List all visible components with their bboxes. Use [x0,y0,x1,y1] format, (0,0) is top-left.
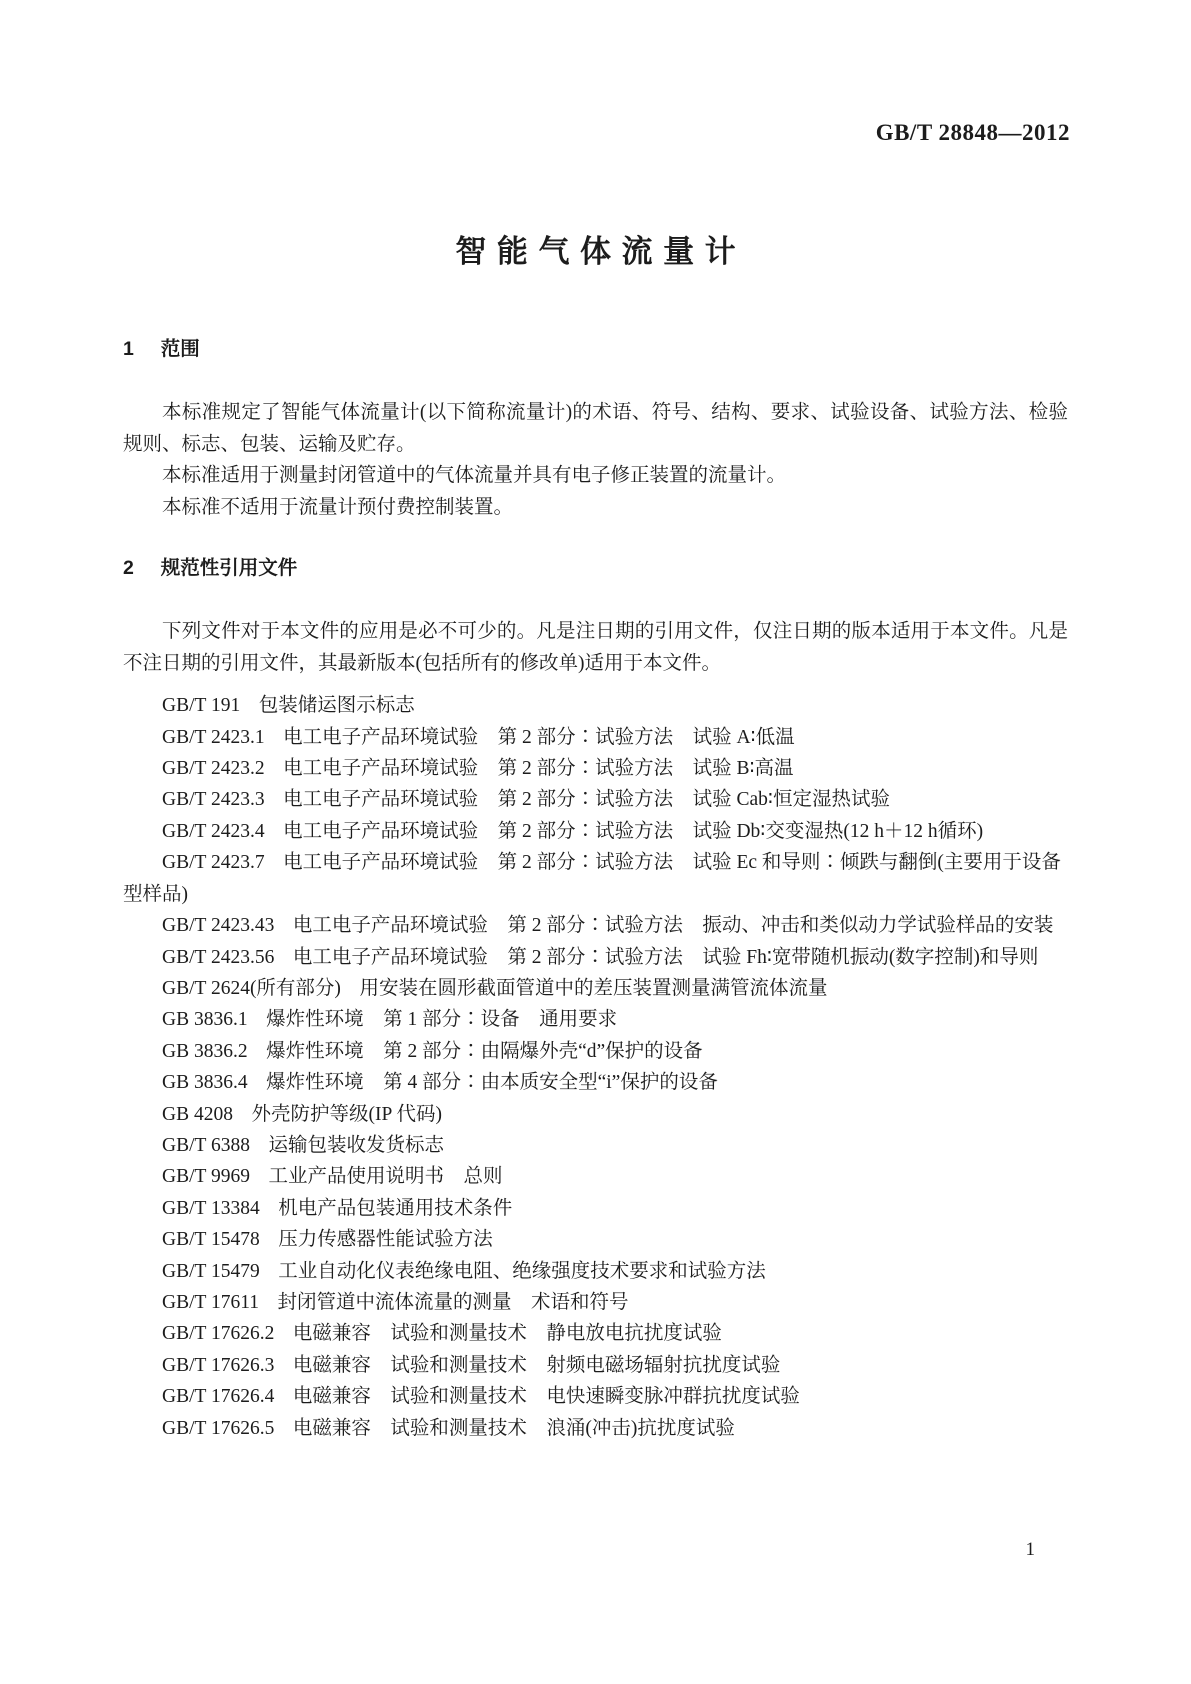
reference-item [123,722,1068,753]
reference-title: 电磁兼容 试验和测量技术 电快速瞬变脉冲群抗扰度试验 [292,1386,800,1408]
scope-paragraph-3: 本标准不适用于流量计预付费控制装置。 [162,496,514,518]
document-title: 智能气体流量计 [455,234,747,269]
reference-title: 电工电子产品环境试验 第 2 部分∶试验方法 试验 Cab∶恒定湿热试验 [283,789,890,811]
document-body [123,334,1068,1444]
section-2-title: 规范性引用文件 [160,557,298,580]
reference-code: GB/T 17626.5 [162,1417,275,1439]
reference-item [123,1004,1068,1035]
reference-code: GB/T 2624(所有部分) [162,977,341,999]
reference-title: 压力传感器性能试验方法 [278,1229,493,1251]
reference-item [123,847,1068,910]
reference-item [123,1193,1068,1224]
reference-title: 电工电子产品环境试验 第 2 部分∶试验方法 振动、冲击和类似动力学试验样品的安装 [292,915,1054,937]
reference-title: 工业自动化仪表绝缘电阻、绝缘强度技术要求和试验方法 [278,1260,766,1282]
reference-title: 电工电子产品环境试验 第 2 部分∶试验方法 试验 Db∶交变湿热(12 h＋12 h循环) [283,820,984,842]
reference-title: 电磁兼容 试验和测量技术 浪涌(冲击)抗扰度试验 [292,1417,735,1439]
scope-paragraph-1: 本标准规定了智能气体流量计(以下简称流量计)的术语、符号、结构、要求、试验设备、试验方法、检验规则、标志、包装、运输及贮存。 [123,402,1068,455]
reference-code: GB 3836.4 [162,1072,248,1094]
reference-item [123,1381,1068,1412]
reference-item [123,1130,1068,1161]
section-1-number: 1 [123,338,134,360]
reference-code: GB/T 2423.56 [162,946,275,968]
reference-code: GB/T 15479 [162,1260,260,1282]
section-2-number: 2 [123,557,134,580]
reference-item [123,1413,1068,1444]
section-1-heading [123,334,1068,365]
reference-code: GB/T 17626.4 [162,1386,275,1408]
reference-title: 包装储运图示标志 [258,695,415,717]
reference-code: GB/T 2423.3 [162,789,265,811]
reference-item [123,1350,1068,1381]
reference-item [123,1036,1068,1067]
reference-code: GB 4208 [162,1103,233,1125]
reference-title: 封闭管道中流体流量的测量 术语和符号 [277,1291,629,1313]
section-2-heading [123,553,1068,584]
reference-item [123,973,1068,1004]
section-1-title: 范围 [160,338,200,360]
reference-code: GB/T 15478 [162,1229,260,1251]
reference-code: GB/T 2423.1 [162,726,265,748]
reference-title: 爆炸性环境 第 2 部分∶由隔爆外壳“d”保护的设备 [266,1040,703,1062]
references-intro-paragraph: 下列文件对于本文件的应用是必不可少的。凡是注日期的引用文件，仅注日期的版本适用于本文件。凡是不注日期的引用文件，其最新版本(包括所有的修改单)适用于本文件。 [123,621,1068,674]
reference-title: 电工电子产品环境试验 第 2 部分∶试验方法 试验 Ec 和导则∶倾跌与翻倒(主要用于设备型样品) [123,852,1061,905]
reference-code: GB/T 17626.2 [162,1323,275,1345]
reference-item [123,690,1068,721]
reference-item [123,784,1068,815]
reference-code: GB/T 13384 [162,1197,260,1219]
reference-code: GB/T 9969 [162,1166,250,1188]
reference-item [123,1287,1068,1318]
reference-title: 运输包装收发货标志 [268,1134,444,1156]
reference-code: GB/T 2423.43 [162,915,275,937]
reference-title: 电工电子产品环境试验 第 2 部分∶试验方法 试验 A∶低温 [283,726,795,748]
doc-number: GB/T 28848—2012 [875,120,1070,145]
reference-title: 用安装在圆形截面管道中的差压装置测量满管流体流量 [359,977,828,999]
reference-code: GB 3836.2 [162,1040,248,1062]
reference-item [123,1161,1068,1192]
reference-title: 爆炸性环境 第 4 部分∶由本质安全型“i”保护的设备 [266,1072,718,1094]
reference-title: 电磁兼容 试验和测量技术 射频电磁场辐射抗扰度试验 [292,1354,781,1376]
reference-item [123,1318,1068,1349]
reference-item [123,1067,1068,1098]
reference-code: GB/T 2423.2 [162,758,265,780]
reference-title: 电工电子产品环境试验 第 2 部分∶试验方法 试验 B∶高温 [283,758,794,780]
reference-item [123,1099,1068,1130]
reference-title: 爆炸性环境 第 1 部分∶设备 通用要求 [266,1009,618,1031]
reference-item [123,753,1068,784]
reference-code: GB/T 6388 [162,1134,250,1156]
reference-title: 外壳防护等级(IP 代码) [251,1103,442,1125]
references-list [123,690,1068,1444]
reference-title: 机电产品包装通用技术条件 [278,1197,513,1219]
reference-item [123,1224,1068,1255]
reference-item [123,910,1068,941]
reference-code: GB 3836.1 [162,1009,248,1031]
reference-item [123,1256,1068,1287]
reference-item [123,942,1068,973]
reference-code: GB/T 191 [162,695,241,717]
reference-code: GB/T 17626.3 [162,1354,275,1376]
reference-code: GB/T 2423.4 [162,820,265,842]
reference-code: GB/T 2423.7 [162,852,265,874]
scope-paragraph-2: 本标准适用于测量封闭管道中的气体流量并具有电子修正装置的流量计。 [162,465,787,487]
reference-title: 工业产品使用说明书 总则 [268,1166,503,1188]
reference-title: 电工电子产品环境试验 第 2 部分∶试验方法 试验 Fh∶宽带随机振动(数字控制)和导则 [292,946,1039,968]
reference-code: GB/T 17611 [162,1291,259,1313]
page-number: 1 [1025,1539,1035,1560]
reference-title: 电磁兼容 试验和测量技术 静电放电抗扰度试验 [292,1323,722,1345]
reference-item [123,816,1068,847]
